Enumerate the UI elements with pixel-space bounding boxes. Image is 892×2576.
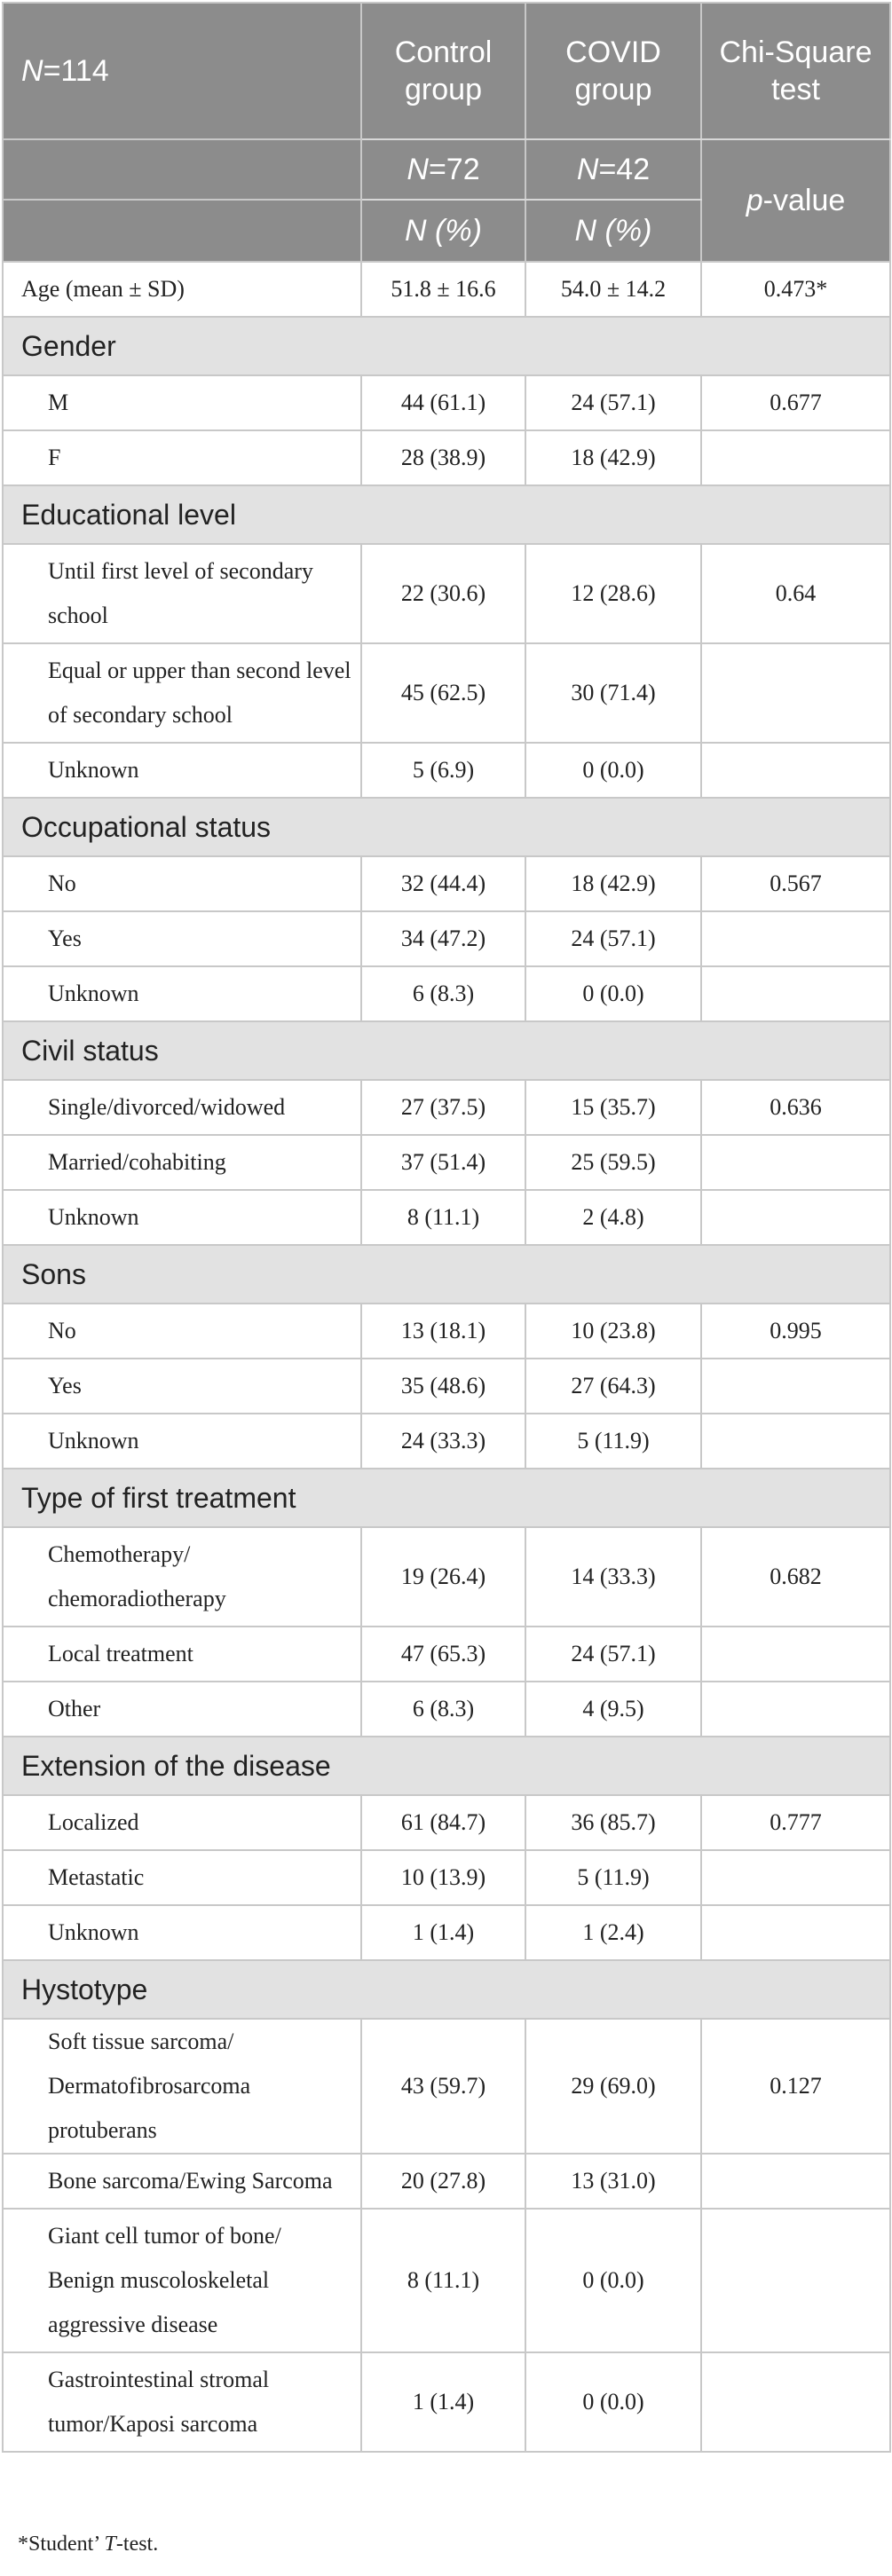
chi-square-header: Chi-Square test [701, 3, 890, 139]
age-covid-value: 54.0 ± 14.2 [525, 262, 701, 317]
covid-value: 1 (2.4) [525, 1905, 701, 1960]
table-row [3, 430, 890, 485]
p-value [701, 2209, 890, 2352]
header-empty-cell [3, 139, 361, 200]
age-label: Age (mean ± SD) [3, 262, 361, 317]
section-title: Type of first treatment [3, 1469, 890, 1527]
age-p-value: 0.473* [701, 262, 890, 317]
p-value [701, 1627, 890, 1682]
covid-n-header: N=42 [525, 139, 701, 200]
control-value: 6 (8.3) [361, 966, 525, 1021]
table-row [3, 1135, 890, 1190]
covid-value: 0 (0.0) [525, 966, 701, 1021]
covid-value: 0 (0.0) [525, 743, 701, 798]
table-body [3, 262, 890, 2452]
section-title: Hystotype [3, 1960, 890, 2019]
section-header-row [3, 485, 890, 544]
p-value: 0.682 [701, 1527, 890, 1627]
row-label: M [3, 375, 361, 430]
p-value: 0.777 [701, 1795, 890, 1850]
control-group-header: Control group [361, 3, 525, 139]
covid-value: 36 (85.7) [525, 1795, 701, 1850]
table-row [3, 911, 890, 966]
control-value: 28 (38.9) [361, 430, 525, 485]
covid-unit-header: N (%) [525, 200, 701, 262]
header-row-2 [3, 139, 890, 200]
covid-value: 13 (31.0) [525, 2154, 701, 2209]
p-value [701, 2154, 890, 2209]
row-label: Until first level of secondary school [3, 544, 361, 643]
row-label: Chemotherapy/ chemoradiotherapy [3, 1527, 361, 1627]
p-value: 0.677 [701, 375, 890, 430]
footnote: *Student’ T-test. [18, 2533, 159, 2556]
control-value: 6 (8.3) [361, 1682, 525, 1737]
row-label: Unknown [3, 966, 361, 1021]
table-row [3, 966, 890, 1021]
table-row [3, 1190, 890, 1245]
row-label: Giant cell tumor of bone/ Benign muscoloskeletal aggressive disease [3, 2209, 361, 2352]
header-row-1 [3, 3, 890, 139]
age-row [3, 262, 890, 317]
control-value: 61 (84.7) [361, 1795, 525, 1850]
demographics-table [2, 2, 891, 2453]
section-title: Gender [3, 317, 890, 375]
control-value: 19 (26.4) [361, 1527, 525, 1627]
section-title: Sons [3, 1245, 890, 1304]
covid-value: 27 (64.3) [525, 1359, 701, 1414]
section-title: Civil status [3, 1021, 890, 1080]
p-value [701, 1905, 890, 1960]
row-label: Unknown [3, 743, 361, 798]
row-label: F [3, 430, 361, 485]
section-header-row [3, 1737, 890, 1795]
table-row [3, 743, 890, 798]
p-value [701, 1359, 890, 1414]
table-row [3, 1627, 890, 1682]
header-empty-cell [3, 200, 361, 262]
table-row [3, 2019, 890, 2154]
p-value [701, 643, 890, 743]
control-value: 20 (27.8) [361, 2154, 525, 2209]
control-value: 45 (62.5) [361, 643, 525, 743]
row-label: Soft tissue sarcoma/ Dermatofibrosarcoma protuberans [3, 2019, 361, 2154]
p-value: 0.567 [701, 856, 890, 911]
covid-value: 5 (11.9) [525, 1850, 701, 1905]
control-value: 8 (11.1) [361, 1190, 525, 1245]
control-value: 22 (30.6) [361, 544, 525, 643]
table-row [3, 1905, 890, 1960]
p-value [701, 1135, 890, 1190]
p-value [701, 911, 890, 966]
section-header-row [3, 1245, 890, 1304]
covid-group-header: COVID group [525, 3, 701, 139]
control-value: 5 (6.9) [361, 743, 525, 798]
table-row [3, 1304, 890, 1359]
row-label: Unknown [3, 1905, 361, 1960]
control-value: 35 (48.6) [361, 1359, 525, 1414]
control-value: 13 (18.1) [361, 1304, 525, 1359]
section-title: Extension of the disease [3, 1737, 890, 1795]
row-label: Localized [3, 1795, 361, 1850]
table-row [3, 2209, 890, 2352]
control-value: 24 (33.3) [361, 1414, 525, 1469]
covid-value: 25 (59.5) [525, 1135, 701, 1190]
table-row [3, 1682, 890, 1737]
covid-value: 18 (42.9) [525, 856, 701, 911]
control-value: 43 (59.7) [361, 2019, 525, 2154]
covid-value: 4 (9.5) [525, 1682, 701, 1737]
row-label: Married/cohabiting [3, 1135, 361, 1190]
p-value [701, 966, 890, 1021]
control-value: 8 (11.1) [361, 2209, 525, 2352]
covid-value: 29 (69.0) [525, 2019, 701, 2154]
control-value: 37 (51.4) [361, 1135, 525, 1190]
covid-value: 18 (42.9) [525, 430, 701, 485]
row-label: Other [3, 1682, 361, 1737]
control-value: 27 (37.5) [361, 1080, 525, 1135]
covid-value: 12 (28.6) [525, 544, 701, 643]
control-value: 32 (44.4) [361, 856, 525, 911]
control-value: 34 (47.2) [361, 911, 525, 966]
table-row [3, 643, 890, 743]
table-row [3, 2352, 890, 2452]
covid-value: 24 (57.1) [525, 1627, 701, 1682]
covid-value: 14 (33.3) [525, 1527, 701, 1627]
control-n-header: N=72 [361, 139, 525, 200]
table-row [3, 1850, 890, 1905]
covid-value: 10 (23.8) [525, 1304, 701, 1359]
total-n-header: N=114 [3, 3, 361, 139]
section-title: Occupational status [3, 798, 890, 856]
covid-value: 0 (0.0) [525, 2352, 701, 2452]
section-header-row [3, 1021, 890, 1080]
table-row [3, 1414, 890, 1469]
section-header-row [3, 1960, 890, 2019]
section-header-row [3, 1469, 890, 1527]
covid-value: 30 (71.4) [525, 643, 701, 743]
table-row [3, 1527, 890, 1627]
pvalue-header: p-value [701, 139, 890, 262]
row-label: Yes [3, 1359, 361, 1414]
p-value: 0.127 [701, 2019, 890, 2154]
covid-value: 15 (35.7) [525, 1080, 701, 1135]
table-row [3, 375, 890, 430]
table-row [3, 544, 890, 643]
p-value [701, 430, 890, 485]
section-header-row [3, 798, 890, 856]
row-label: Metastatic [3, 1850, 361, 1905]
row-label: Bone sarcoma/Ewing Sarcoma [3, 2154, 361, 2209]
table-row [3, 2154, 890, 2209]
control-unit-header: N (%) [361, 200, 525, 262]
row-label: No [3, 856, 361, 911]
covid-value: 0 (0.0) [525, 2209, 701, 2352]
control-value: 1 (1.4) [361, 2352, 525, 2452]
p-value [701, 1414, 890, 1469]
control-value: 10 (13.9) [361, 1850, 525, 1905]
row-label: Unknown [3, 1414, 361, 1469]
p-value: 0.636 [701, 1080, 890, 1135]
row-label: Unknown [3, 1190, 361, 1245]
row-label: Local treatment [3, 1627, 361, 1682]
covid-value: 24 (57.1) [525, 375, 701, 430]
section-header-row [3, 317, 890, 375]
table-row [3, 1359, 890, 1414]
covid-value: 2 (4.8) [525, 1190, 701, 1245]
row-label: Equal or upper than second level of secondary school [3, 643, 361, 743]
row-label: Single/divorced/widowed [3, 1080, 361, 1135]
control-value: 47 (65.3) [361, 1627, 525, 1682]
p-value [701, 743, 890, 798]
covid-value: 24 (57.1) [525, 911, 701, 966]
p-value [701, 1190, 890, 1245]
row-label: Gastrointestinal stromal tumor/Kaposi sarcoma [3, 2352, 361, 2452]
p-value: 0.64 [701, 544, 890, 643]
row-label: No [3, 1304, 361, 1359]
p-value: 0.995 [701, 1304, 890, 1359]
age-control-value: 51.8 ± 16.6 [361, 262, 525, 317]
p-value [701, 1682, 890, 1737]
table-row [3, 1795, 890, 1850]
p-value [701, 1850, 890, 1905]
row-label: Yes [3, 911, 361, 966]
section-title: Educational level [3, 485, 890, 544]
p-value [701, 2352, 890, 2452]
control-value: 1 (1.4) [361, 1905, 525, 1960]
control-value: 44 (61.1) [361, 375, 525, 430]
table-row [3, 856, 890, 911]
table-row [3, 1080, 890, 1135]
covid-value: 5 (11.9) [525, 1414, 701, 1469]
